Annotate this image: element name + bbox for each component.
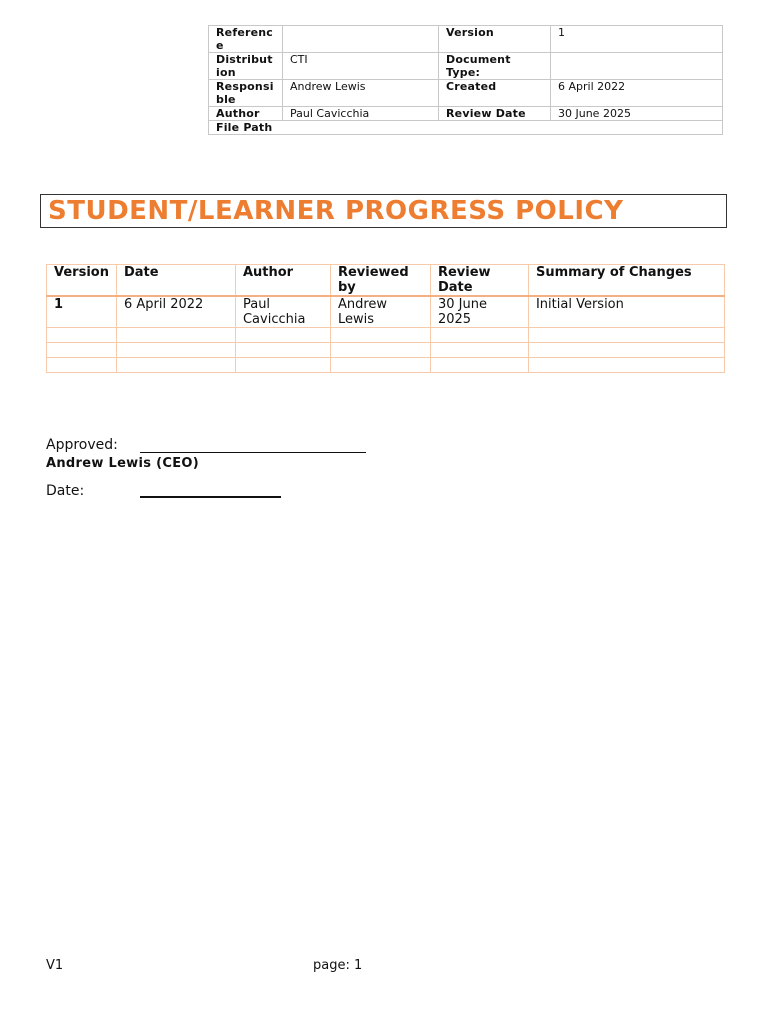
meta-row-author: [209, 107, 723, 121]
footer-version: V1: [46, 958, 64, 973]
header-date: Date: [116, 265, 235, 297]
meta-row-responsible: [209, 80, 723, 107]
header-author: Author: [235, 265, 330, 297]
created-label: Created: [439, 80, 551, 107]
document-type-label: Document Type:: [439, 53, 551, 80]
date-label: Date:: [46, 483, 85, 499]
header-summary: Summary of Changes: [528, 265, 724, 297]
approved-label: Approved:: [46, 437, 118, 453]
meta-row-distribution: [209, 53, 723, 80]
distribution-value: CTI: [283, 53, 439, 80]
version-history-table: [46, 264, 725, 373]
review-date-value: 30 June 2025: [551, 107, 723, 121]
header-review-date: Review Date: [430, 265, 528, 297]
row-reviewed-by: Andrew Lewis: [330, 296, 430, 328]
row-author: Paul Cavicchia: [235, 296, 330, 328]
reference-label: Reference: [209, 26, 283, 53]
responsible-value: Andrew Lewis: [283, 80, 439, 107]
responsible-label: Responsible: [209, 80, 283, 107]
history-row: [47, 296, 725, 328]
header-version: Version: [47, 265, 117, 297]
file-path-label: File Path: [209, 121, 723, 135]
row-date: 6 April 2022: [116, 296, 235, 328]
version-label: Version: [439, 26, 551, 53]
meta-row-reference: [209, 26, 723, 53]
meta-row-file-path: [209, 121, 723, 135]
version-value: 1: [551, 26, 723, 53]
author-label: Author: [209, 107, 283, 121]
distribution-label: Distribution: [209, 53, 283, 80]
history-empty-row: [47, 328, 725, 343]
document-type-value: [551, 53, 723, 80]
reference-value: [283, 26, 439, 53]
created-value: 6 April 2022: [551, 80, 723, 107]
history-header-row: [47, 265, 725, 297]
footer-page-number: page: 1: [313, 958, 363, 973]
document-title: STUDENT/LEARNER PROGRESS POLICY: [48, 196, 624, 226]
approver-name: Andrew Lewis (CEO): [46, 456, 199, 471]
document-metadata-table: [208, 25, 723, 135]
date-signature-line: [140, 496, 281, 498]
approval-signature-line: [140, 452, 366, 453]
history-empty-row: [47, 343, 725, 358]
author-value: Paul Cavicchia: [283, 107, 439, 121]
review-date-label: Review Date: [439, 107, 551, 121]
row-version: 1: [47, 296, 117, 328]
title-box: [40, 194, 727, 228]
row-review-date: 30 June 2025: [430, 296, 528, 328]
history-empty-row: [47, 358, 725, 373]
header-reviewed-by: Reviewed by: [330, 265, 430, 297]
row-summary: Initial Version: [528, 296, 724, 328]
